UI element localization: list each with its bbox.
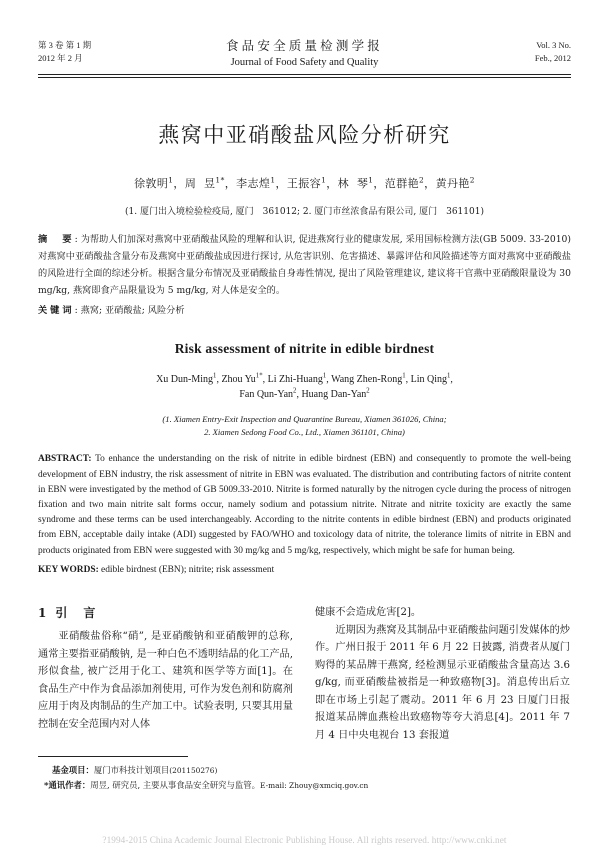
author-line-2: Fan Qun-Yan$^2$, Huang Dan-Yan$^2$ (239, 387, 370, 401)
journal-title-cn: 食品安全质量检测学报 (225, 38, 383, 53)
affiliation-en-line-1: (1. Xiamen Entry-Exit Inspection and Quarantine Bureau, Xiamen 361026, China; (162, 413, 447, 424)
masthead-issue-info (38, 38, 158, 65)
volume-number-en: Vol. 3 No. (536, 40, 571, 50)
publication-date-cn: 2012 年 2 月 (38, 52, 83, 63)
section-heading-introduction (38, 604, 293, 621)
masthead-divider (38, 74, 571, 78)
masthead-journal-name (158, 38, 451, 71)
section-number: 1 (38, 606, 47, 621)
affiliation-en (38, 413, 571, 440)
cnki-copyright-footer: ?1994-2015 China Academic Journal Electronic Publishing House. All rights reserved. http://www.cnki.net (102, 835, 507, 845)
body-column-left (38, 604, 293, 744)
journal-masthead (38, 0, 571, 71)
abstract-en (38, 452, 571, 559)
abstract-label-en: ABSTRACT: (38, 454, 92, 465)
footnote-block (38, 756, 571, 793)
journal-title-en: Journal of Food Safety and Quality (230, 56, 379, 68)
author-list-en (38, 372, 571, 403)
footnote-corresponding-author (38, 778, 571, 793)
abstract-text-en: To enhance the understanding on the risk of nitrite in edible birdnest (EBN) and consequently to promote the well-being development of EBN industry, the risk assessment of nitrite in EBN was evaluated. The distribution and contributing factors of nitrite content in EBN were investigated by the method of GB 5009.33-2010. Nitrite is formed naturally by the nitrogen cycle during the process of nitrogen fixation and two main nitrite salt forms occur, namely sodium and potassium nitrite. Nitrate and nitrite toxicity are exactly the same syndrome and these terms can be used interchangeably. According to the nitrite contents in edible birdnest (EBN) and products originated from EBN, acceptable daily intake (ADI) suggested by FAO/WHO and toxicology data of nitrite, the tolerance limits of nitrite in EBN and products originated from EBN were suggested with 30 mg/kg and 5 mg/kg, respectively, which might be safe for human being. (38, 454, 571, 556)
keywords-en (38, 563, 571, 578)
keywords-label-cn: 关键词 (38, 304, 75, 316)
page-title-en: Risk assessment of nitrite in edible birdnest (174, 340, 435, 356)
section-title: 引 言 (55, 606, 98, 621)
author-line-1: Xu Dun-Ming$^1$, Zhou $Yu^{1*}$, Li Zhi-Huang$^1$, Wang Zhen-Rong$^1$, Lin Qing$^1$, (156, 372, 453, 385)
abstract-text-cn: 为帮助人们加深对燕窝中亚硝酸盐风险的理解和认识, 促进燕窝行业的健康发展, 采用国标检测方法(GB 5009. 33-2010)对燕窝中亚硝酸盐含量分布及燕窝中亚硝酸盐成因进行探讨, 从危害识别、危害描述、暴露评估和风险描述等方面对燕窝中亚硝酸盐的风险进行全面的综述分析。根据含量分布情况及亚硝酸盐自身毒性情况, 提出了风险管理建议, 建议将干官燕中亚硝酸限量设为 30 mg/kg, 燕窝即食产品限量设为 5 mg/kg, 对人体是安全的。 (38, 233, 571, 296)
paragraph-intro-left: 亚硝酸盐俗称“硝”, 是亚硝酸钠和亚硝酸钾的总称, 通常主要指亚硝酸钠, 是一种白色不透明结晶的化工产品, 形似食盐, 被广泛用于化工、建筑和医学等方面[1]。在食品生产中作为食品添加剂使用, 可作为发色剂和防腐剂应用于肉及肉制品的生产加工中。试验表明, 只要其用量控制在安全范围内对人体 (38, 631, 293, 730)
page-title-cn: 燕窝中亚硝酸盐风险分析研究 (158, 122, 451, 147)
footnote-divider (38, 756, 188, 757)
funding-label: 基金项目： (52, 765, 94, 776)
footnote-funding (38, 763, 571, 778)
corresponding-text: 周昱, 研究员, 主要从事食品安全研究与监管。 (90, 780, 261, 791)
keywords-text-cn: 燕窝; 亚硝酸盐; 风险分析 (80, 304, 185, 316)
corresponding-label: *通讯作者： (44, 780, 91, 791)
author-list-cn: 徐敦明$^1$，周 昱$^{1*}$，李志煌$^1$，王振容$^1$，林 琴$^1$，范群艳$^2$，黄丹艳$^2$ (134, 174, 475, 190)
keywords-text-en: edible birdnest (EBN); nitrite; risk assessment (101, 564, 275, 575)
abstract-label-cn: 摘 要 (38, 233, 75, 245)
abstract-cn: 摘 要: 为帮助人们加深对燕窝中亚硝酸盐风险的理解和认识, 促进燕窝行业的健康发展, 采用国标检测方法(GB 5009. 33-2010)对燕窝中亚硝酸盐含量分布及燕窝中亚硝酸盐成因进行探讨, 从危害识别、危害描述、暴露评估和风险描述等方面对燕窝中亚硝酸盐的风险进行全面的综述分析。根据含量分布情况及亚硝酸盐自身毒性情况, 提出了风险管理建议, 建议将干官燕中亚硝酸限量设为 30 mg/kg, 燕窝即食产品限量设为 5 mg/kg, 对人体是安全的。 (38, 233, 571, 296)
funding-code: (201150276) (169, 766, 218, 776)
affiliation-cn: (1. 厦门出入境检验检疫局, 厦门 361012; 2. 厦门市丝浓食品有限公司, 厦门 361101) (125, 206, 484, 217)
keywords-cn: 关键词: 燕窝; 亚硝酸盐; 风险分析 (38, 304, 185, 316)
funding-text: 厦门市科技计划项目 (93, 765, 170, 776)
paragraph-intro-continued: 健康不会造成危害[2]。 (315, 607, 422, 619)
affiliation-en-line-2: 2. Xiamen Sedong Food Co., Ltd., Xiamen 361101, China) (204, 426, 405, 437)
volume-issue-line: 第 3 卷 第 1 期 (38, 40, 92, 50)
body-column-right (315, 604, 570, 744)
publication-date-en: Feb., 2012 (534, 52, 571, 63)
corresponding-email: E-mail: Zhouy@xmciq.gov.cn (260, 781, 369, 791)
paragraph-media-coverage: 近期因为燕窝及其制品中亚硝酸盐问题引发媒体的炒作。广州日报于 2011 年 6 月 22 日披露, 消费者从厦门购得的某品牌干燕窝, 经检测显示亚硝酸盐含量高达 3.6 g/kg, 而亚硝酸盐被指是一种致癌物[3]。消息传出后立即在市场上引起了震动。2011 年 6 月 23 日厦门日报报道某品牌血燕检出致癌物等夸大消息[4]。2011 年 7 月 4 日中央电视台 13 套报道 (315, 624, 570, 741)
keywords-label-en: KEY WORDS: (38, 564, 99, 575)
masthead-volume-en (451, 38, 571, 65)
body-columns (38, 604, 571, 744)
